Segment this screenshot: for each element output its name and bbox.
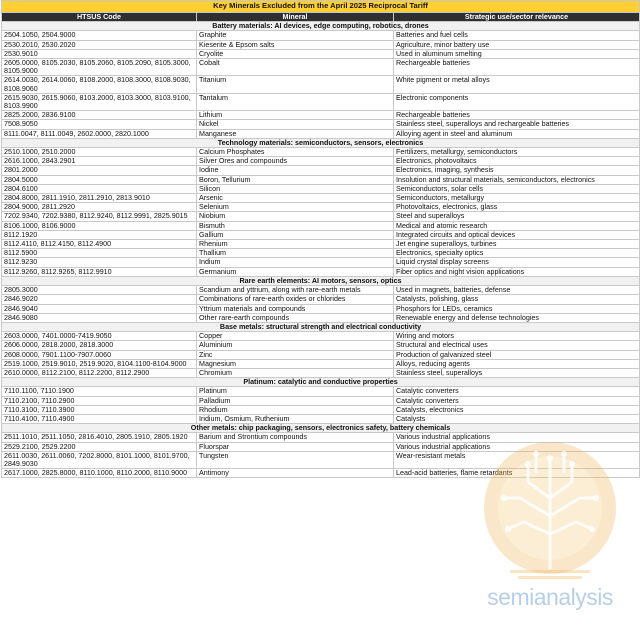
mineral-cell: Gallium: [197, 230, 394, 239]
table-row: [2, 258, 640, 267]
table-row: [2, 40, 640, 49]
use-cell: Structural and electrical uses: [394, 341, 640, 350]
section-heading: Technology materials: semiconductors, sensors, electronics: [2, 138, 640, 147]
table-row: [2, 286, 640, 295]
table-row: [2, 240, 640, 249]
mineral-cell: Boron, Tellurium: [197, 175, 394, 184]
table-row: [2, 221, 640, 230]
hts-code-cell: 7110.1100, 7110.1900: [2, 387, 197, 396]
hts-code-cell: 2801.2000: [2, 166, 197, 175]
table-row: [2, 350, 640, 359]
use-cell: Catalytic converters: [394, 396, 640, 405]
section-heading: Other metals: chip packaging, sensors, electronics safety, battery chemicals: [2, 424, 640, 433]
use-cell: Medical and atomic research: [394, 221, 640, 230]
mineral-cell: Kieserite & Epsom salts: [197, 40, 394, 49]
mineral-cell: Germanium: [197, 267, 394, 276]
table-row: [2, 304, 640, 313]
table-row: [2, 313, 640, 322]
mineral-cell: Iridium, Osmium, Ruthenium: [197, 414, 394, 423]
table-row: [2, 368, 640, 377]
section-heading: Base metals: structural strength and electrical conductivity: [2, 322, 640, 331]
use-cell: Liquid crystal display screens: [394, 258, 640, 267]
hts-code-cell: 2610.0000, 8112.2100, 8112.2200, 8112.2900: [2, 368, 197, 377]
mineral-cell: Lithium: [197, 111, 394, 120]
use-cell: Batteries and fuel cells: [394, 31, 640, 40]
table-row: [2, 31, 640, 40]
table-row: [2, 249, 640, 258]
table-row: [2, 414, 640, 423]
table-row: [2, 76, 640, 93]
hts-code-cell: 2616.1000, 2843.2901: [2, 157, 197, 166]
use-cell: Semiconductors, solar cells: [394, 184, 640, 193]
table-row: [2, 267, 640, 276]
hts-code-cell: 2530.2010, 2530.2020: [2, 40, 197, 49]
mineral-cell: Copper: [197, 332, 394, 341]
use-cell: Fertilizers, metallurgy, semiconductors: [394, 148, 640, 157]
table-row: [2, 295, 640, 304]
table-row: [2, 49, 640, 58]
table-row: [2, 166, 640, 175]
hts-code-cell: 2825.2000, 2836.9100: [2, 111, 197, 120]
hts-code-cell: 2519.1000, 2519.9010, 2519.9020, 8104.1100-8104.9000: [2, 359, 197, 368]
hts-code-cell: 2804.6100: [2, 184, 197, 193]
mineral-cell: Palladium: [197, 396, 394, 405]
use-cell: Alloying agent in steel and aluminum: [394, 129, 640, 138]
mineral-cell: Graphite: [197, 31, 394, 40]
hts-code-cell: 7110.4100, 7110.4900: [2, 414, 197, 423]
use-cell: White pigment or metal alloys: [394, 76, 640, 93]
table-row: [2, 332, 640, 341]
hts-code-cell: 2603.0000, 7401.0000-7419.9050: [2, 332, 197, 341]
hts-code-cell: 2611.0030, 2611.0060, 7202.8000, 8101.1000, 8101.9700, 2849.9030: [2, 451, 197, 468]
column-header-use: Strategic use/sector relevance: [394, 13, 640, 22]
hts-code-cell: 2504.1050, 2504.9000: [2, 31, 197, 40]
use-cell: Electronic components: [394, 93, 640, 110]
table-row: [2, 59, 640, 76]
table-row: [2, 442, 640, 451]
table-row: [2, 387, 640, 396]
column-header-code: HTSUS Code: [2, 13, 197, 22]
minerals-table: [1, 0, 640, 478]
use-cell: Renewable energy and defense technologies: [394, 313, 640, 322]
use-cell: Stainless steel, superalloys: [394, 368, 640, 377]
use-cell: Catalysts: [394, 414, 640, 423]
mineral-cell: Selenium: [197, 203, 394, 212]
hts-code-cell: 8112.9230: [2, 258, 197, 267]
mineral-cell: Magnesium: [197, 359, 394, 368]
use-cell: Photovoltaics, electronics, glass: [394, 203, 640, 212]
use-cell: Wiring and motors: [394, 332, 640, 341]
mineral-cell: Nickel: [197, 120, 394, 129]
mineral-cell: Cobalt: [197, 59, 394, 76]
mineral-cell: Tantalum: [197, 93, 394, 110]
mineral-cell: Niobium: [197, 212, 394, 221]
use-cell: Catalytic converters: [394, 387, 640, 396]
use-cell: Various industrial applications: [394, 442, 640, 451]
section-header-row: [2, 378, 640, 387]
hts-code-cell: 2804.9000, 2811.2920: [2, 203, 197, 212]
hts-code-cell: 2614.0030, 2614.0060, 8108.2000, 8108.3000, 8108.9030, 8108.9060: [2, 76, 197, 93]
use-cell: Production of galvanized steel: [394, 350, 640, 359]
use-cell: Steel and superalloys: [394, 212, 640, 221]
mineral-cell: Yttrium materials and compounds: [197, 304, 394, 313]
hts-code-cell: 7508.9050: [2, 120, 197, 129]
section-header-row: [2, 276, 640, 285]
section-header-row: [2, 138, 640, 147]
section-heading: Platinum: catalytic and conductive properties: [2, 378, 640, 387]
table-row: [2, 451, 640, 468]
table-row: [2, 184, 640, 193]
hts-code-cell: 2846.9080: [2, 313, 197, 322]
use-cell: Alloys, reducing agents: [394, 359, 640, 368]
use-cell: Various industrial applications: [394, 433, 640, 442]
mineral-cell: Fluorspar: [197, 442, 394, 451]
mineral-cell: Antimony: [197, 469, 394, 478]
hts-code-cell: 8112.1920: [2, 230, 197, 239]
mineral-cell: Silicon: [197, 184, 394, 193]
hts-code-cell: 2530.9010: [2, 49, 197, 58]
mineral-cell: Other rare-earth compounds: [197, 313, 394, 322]
column-header-mineral: Mineral: [197, 13, 394, 22]
mineral-cell: Manganese: [197, 129, 394, 138]
use-cell: Integrated circuits and optical devices: [394, 230, 640, 239]
table-row: [2, 433, 640, 442]
hts-code-cell: 2846.9040: [2, 304, 197, 313]
table-row: [2, 148, 640, 157]
hts-code-cell: 2846.9020: [2, 295, 197, 304]
use-cell: Rechargeable batteries: [394, 111, 640, 120]
section-header-row: [2, 322, 640, 331]
use-cell: Catalysts, electronics: [394, 405, 640, 414]
use-cell: Electronics, specialty optics: [394, 249, 640, 258]
use-cell: Stainless steel, superalloys and rechargeable batteries: [394, 120, 640, 129]
mineral-cell: Combinations of rare-earth oxides or chlorides: [197, 295, 394, 304]
hts-code-cell: 7110.2100, 7110.2900: [2, 396, 197, 405]
hts-code-cell: 2529.2100, 2529.2200: [2, 442, 197, 451]
use-cell: Used in aluminum smelting: [394, 49, 640, 58]
hts-code-cell: 8112.5900: [2, 249, 197, 258]
watermark-text: semianalysis: [487, 584, 613, 610]
use-cell: Wear-resistant metals: [394, 451, 640, 468]
table-row: [2, 120, 640, 129]
hts-code-cell: 2617.1000, 2825.8000, 8110.1000, 8110.2000, 8110.9000: [2, 469, 197, 478]
hts-code-cell: 2804.8000, 2811.1910, 2811.2910, 2813.9010: [2, 194, 197, 203]
hts-code-cell: 2615.9030, 2615.9060, 8103.2000, 8103.3000, 8103.9100, 8103.9900: [2, 93, 197, 110]
use-cell: Insolution and structural materials, semiconductors, electronics: [394, 175, 640, 184]
mineral-cell: Arsenic: [197, 194, 394, 203]
hts-code-cell: 2608.0000, 7901.1100-7907.0060: [2, 350, 197, 359]
table-title: Key Minerals Excluded from the April 2025 Reciprocal Tariff: [2, 1, 640, 13]
use-cell: Electronics, imaging, synthesis: [394, 166, 640, 175]
hts-code-cell: 8112.4110, 8112.4150, 8112.4900: [2, 240, 197, 249]
section-heading: Battery materials: AI devices, edge computing, robotics, drones: [2, 22, 640, 31]
use-cell: Fiber optics and night vision applications: [394, 267, 640, 276]
section-header-row: [2, 22, 640, 31]
hts-code-cell: 2511.1010, 2511.1050, 2816.4010, 2805.1910, 2805.1920: [2, 433, 197, 442]
use-cell: Agriculture, minor battery use: [394, 40, 640, 49]
hts-code-cell: 8106.1000, 8106.9000: [2, 221, 197, 230]
mineral-cell: Silver Ores and compounds: [197, 157, 394, 166]
table-row: [2, 230, 640, 239]
mineral-cell: Platinum: [197, 387, 394, 396]
title-row: [2, 1, 640, 13]
table-row: [2, 341, 640, 350]
mineral-cell: Thallium: [197, 249, 394, 258]
use-cell: Lead-acid batteries, flame retardants: [394, 469, 640, 478]
mineral-cell: Iodine: [197, 166, 394, 175]
mineral-cell: Barium and Strontium compounds: [197, 433, 394, 442]
mineral-cell: Rhenium: [197, 240, 394, 249]
table-row: [2, 175, 640, 184]
table-row: [2, 359, 640, 368]
mineral-cell: Calcium Phosphates: [197, 148, 394, 157]
table-body: [2, 22, 640, 478]
mineral-cell: Rhodium: [197, 405, 394, 414]
section-heading: Rare earth elements: AI motors, sensors, optics: [2, 276, 640, 285]
mineral-cell: Scandium and yttrium, along with rare-earth metals: [197, 286, 394, 295]
table-row: [2, 212, 640, 221]
use-cell: Jet engine superalloys, turbines: [394, 240, 640, 249]
use-cell: Rechargeable batteries: [394, 59, 640, 76]
hts-code-cell: 8112.9260, 8112.9265, 8112.9910: [2, 267, 197, 276]
table-row: [2, 203, 640, 212]
use-cell: Used in magnets, batteries, defense: [394, 286, 640, 295]
mineral-cell: Indium: [197, 258, 394, 267]
table-row: [2, 157, 640, 166]
mineral-cell: Titanium: [197, 76, 394, 93]
hts-code-cell: 2510.1000, 2510.2000: [2, 148, 197, 157]
table-row: [2, 93, 640, 110]
table-row: [2, 194, 640, 203]
hts-code-cell: 2805.3000: [2, 286, 197, 295]
table-row: [2, 396, 640, 405]
mineral-cell: Chromium: [197, 368, 394, 377]
mineral-cell: Zinc: [197, 350, 394, 359]
table-row: [2, 111, 640, 120]
header-row: [2, 13, 640, 22]
mineral-cell: Aluminium: [197, 341, 394, 350]
use-cell: Phosphors for LEDs, ceramics: [394, 304, 640, 313]
hts-code-cell: 7110.3100, 7110.3900: [2, 405, 197, 414]
use-cell: Catalysts, polishing, glass: [394, 295, 640, 304]
hts-code-cell: 7202.9340, 7202.9380, 8112.9240, 8112.9991, 2825.9015: [2, 212, 197, 221]
table-row: [2, 405, 640, 414]
hts-code-cell: 8111.0047, 8111.0049, 2602.0000, 2820.1000: [2, 129, 197, 138]
mineral-cell: Bismuth: [197, 221, 394, 230]
hts-code-cell: 2605.0000, 8105.2030, 8105.2060, 8105.2090, 8105.3000, 8105.9000: [2, 59, 197, 76]
use-cell: Semiconductors, metallurgy: [394, 194, 640, 203]
hts-code-cell: 2606.0000, 2818.2000, 2818.3000: [2, 341, 197, 350]
table-row: [2, 469, 640, 478]
table-row: [2, 129, 640, 138]
mineral-cell: Tungsten: [197, 451, 394, 468]
use-cell: Electronics, photovoltaics: [394, 157, 640, 166]
mineral-cell: Cryolite: [197, 49, 394, 58]
hts-code-cell: 2804.5000: [2, 175, 197, 184]
section-header-row: [2, 424, 640, 433]
